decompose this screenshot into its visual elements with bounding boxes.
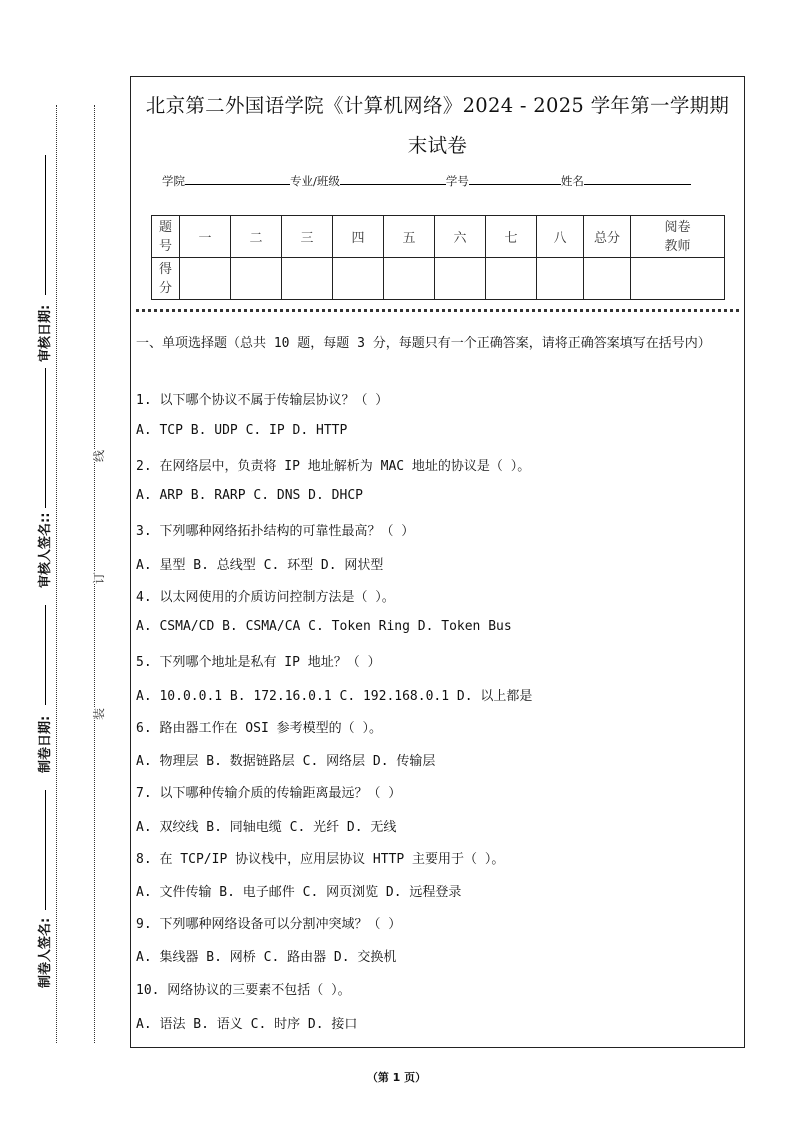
review-date-label: 审核日期: — [38, 304, 53, 362]
col-header: 二 — [231, 216, 282, 258]
col-header: 一 — [180, 216, 231, 258]
bind-char-line: 线 — [88, 450, 109, 462]
student-info-row — [162, 172, 691, 189]
options-2: A. ARP B. RARP C. DNS D. DHCP — [136, 488, 363, 503]
review-date-field — [34, 305, 53, 362]
reviewer-signature-field — [34, 513, 53, 588]
score-cell[interactable] — [333, 258, 384, 300]
options-10: A. 语法 B. 语义 C. 时序 D. 接口 — [136, 1017, 358, 1032]
major-input-line[interactable] — [340, 172, 446, 185]
topic-number-label: 题 号 — [152, 216, 180, 258]
score-label: 得 分 — [152, 258, 180, 300]
col-header: 八 — [537, 216, 584, 258]
options-8: A. 文件传输 B. 电子邮件 C. 网页浏览 D. 远程登录 — [136, 885, 462, 900]
grader-cell[interactable] — [631, 258, 725, 300]
reviewer-signature-label: 审核人签名:: — [38, 512, 53, 588]
options-1: A. TCP B. UDP C. IP D. HTTP — [136, 423, 348, 438]
make-date-line[interactable] — [45, 605, 46, 705]
options-4: A. CSMA/CD B. CSMA/CA C. Token Ring D. Token Bus — [136, 619, 512, 634]
make-date-label: 制卷日期: — [38, 715, 53, 773]
score-cell[interactable] — [231, 258, 282, 300]
major-label: 专业/班级 — [290, 174, 340, 188]
maker-signature-label: 制卷人签名: — [38, 917, 53, 988]
margin-dotted-line-outer — [56, 105, 57, 1043]
bind-char-bind: 装 — [88, 708, 109, 720]
score-cell[interactable] — [384, 258, 435, 300]
question-10: 10. 网络协议的三要素不包括（ ）。 — [136, 983, 351, 998]
reviewer-signature-line[interactable] — [45, 368, 46, 508]
exam-title-line2: 末试卷 — [407, 134, 468, 157]
col-header: 四 — [333, 216, 384, 258]
options-7: A. 双绞线 B. 同轴电缆 C. 光纤 D. 无线 — [136, 820, 397, 835]
student-id-label: 学号 — [445, 174, 469, 188]
options-3: A. 星型 B. 总线型 C. 环型 D. 网状型 — [136, 558, 384, 573]
score-cell[interactable] — [435, 258, 486, 300]
score-table-header-row — [152, 216, 725, 258]
bind-char-staple: 订 — [88, 572, 109, 584]
options-9: A. 集线器 B. 网桥 C. 路由器 D. 交换机 — [136, 950, 397, 965]
section-divider — [136, 309, 739, 312]
question-5: 5. 下列哪个地址是私有 IP 地址？（ ） — [136, 655, 381, 670]
options-6: A. 物理层 B. 数据链路层 C. 网络层 D. 传输层 — [136, 754, 436, 769]
score-table-score-row — [152, 258, 725, 300]
section-heading: 一、单项选择题（总共 10 题，每题 3 分，每题只有一个正确答案，请将正确答案填写在括号内） — [136, 336, 711, 351]
maker-signature-line[interactable] — [45, 790, 46, 910]
question-7: 7. 以下哪种传输介质的传输距离最远？（ ） — [136, 786, 402, 801]
score-cell[interactable] — [282, 258, 333, 300]
question-1: 1. 以下哪个协议不属于传输层协议？（ ） — [136, 393, 389, 408]
col-header: 六 — [435, 216, 486, 258]
col-header: 五 — [384, 216, 435, 258]
name-label: 姓名 — [560, 174, 584, 188]
page-number: （第 1 页） — [366, 1071, 427, 1084]
score-cell[interactable] — [537, 258, 584, 300]
options-5: A. 10.0.0.1 B. 172.16.0.1 C. 192.168.0.1 D. 以上都是 — [136, 689, 533, 704]
grader-label: 阅卷 教师 — [631, 216, 725, 258]
student-id-input-line[interactable] — [469, 172, 561, 185]
exam-title-line1: 北京第二外国语学院《计算机网络》2024 - 2025 学年第一学期期 — [145, 94, 730, 117]
question-6: 6. 路由器工作在 OSI 参考模型的（ ）。 — [136, 721, 382, 736]
score-table — [151, 215, 725, 300]
maker-signature-field — [34, 918, 53, 988]
question-9: 9. 下列哪种网络设备可以分割冲突域？（ ） — [136, 917, 402, 932]
score-cell[interactable] — [180, 258, 231, 300]
question-3: 3. 下列哪种网络拓扑结构的可靠性最高？（ ） — [136, 524, 415, 539]
col-header-total: 总分 — [584, 216, 631, 258]
score-cell-total[interactable] — [584, 258, 631, 300]
college-label: 学院 — [162, 174, 185, 188]
review-date-line[interactable] — [45, 155, 46, 295]
name-input-line[interactable] — [584, 172, 691, 185]
score-cell[interactable] — [486, 258, 537, 300]
question-4: 4. 以太网使用的介质访问控制方法是（ ）。 — [136, 590, 395, 605]
col-header: 七 — [486, 216, 537, 258]
question-8: 8. 在 TCP/IP 协议栈中，应用层协议 HTTP 主要用于（ ）。 — [136, 852, 505, 867]
make-date-field — [34, 716, 53, 773]
college-input-line[interactable] — [185, 172, 290, 185]
question-2: 2. 在网络层中，负责将 IP 地址解析为 MAC 地址的协议是（ ）。 — [136, 459, 531, 474]
col-header: 三 — [282, 216, 333, 258]
